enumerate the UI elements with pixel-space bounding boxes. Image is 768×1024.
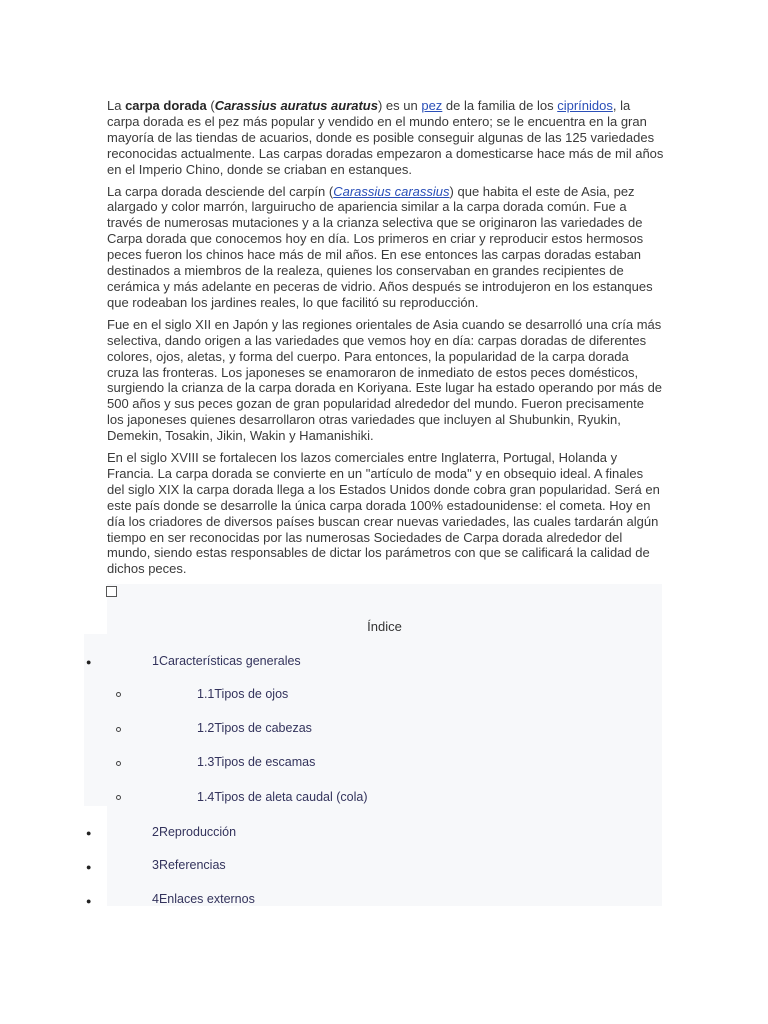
link-ciprinidos[interactable]: ciprínidos — [557, 98, 613, 113]
toc-link[interactable] — [197, 790, 368, 804]
toc-number: 3 — [152, 858, 159, 872]
toc-number: 1.4 — [197, 790, 215, 804]
toc-label: Reproducción — [158, 825, 237, 839]
circle-bullet-icon — [116, 761, 121, 766]
scientific-name — [215, 98, 378, 113]
bullet-icon: ● — [86, 828, 92, 838]
toc-link[interactable] — [197, 721, 312, 735]
paragraph-1 — [107, 98, 664, 178]
bold-term: carpa dorada — [125, 98, 207, 113]
toc-label: Tipos de cabezas — [214, 721, 312, 735]
toc-link[interactable] — [152, 858, 226, 872]
circle-bullet-icon — [116, 692, 121, 697]
bullet-icon: ● — [86, 657, 92, 667]
toc-item-caracteristicas[interactable] — [152, 654, 301, 668]
toc-item-aleta-caudal[interactable] — [197, 790, 368, 804]
toc-title: Índice — [367, 619, 402, 634]
toc-link[interactable] — [197, 755, 315, 769]
toc-item-ojos[interactable] — [197, 687, 288, 701]
circle-bullet-icon — [116, 727, 121, 732]
toc-item-reproduccion[interactable] — [152, 825, 236, 839]
toc-label: Tipos de ojos — [214, 687, 289, 701]
toc-item-escamas[interactable] — [197, 755, 315, 769]
bullet-icon: ● — [86, 896, 92, 906]
circle-bullet-icon — [116, 795, 121, 800]
toc-label: Tipos de escamas — [214, 755, 316, 769]
toc-label: Tipos de aleta caudal (cola) — [214, 790, 368, 804]
scientific-name-text: Carassius auratus auratus — [214, 98, 378, 113]
toc-item-enlaces[interactable] — [152, 892, 255, 906]
toc-number: 2 — [152, 825, 159, 839]
toc-number: 1 — [152, 654, 159, 668]
toc-number: 1.3 — [197, 755, 215, 769]
text: de la familia de los — [442, 98, 558, 113]
toc-item-cabezas[interactable] — [197, 721, 312, 735]
toc-number: 1.1 — [197, 687, 215, 701]
toc-link[interactable] — [152, 892, 255, 906]
toc-link[interactable] — [197, 687, 288, 701]
toc-number: 1.2 — [197, 721, 215, 735]
paragraph-3: Fue en el siglo XII en Japón y las regiones orientales de Asia cuando se desarrolló una cría más selectiva, dando origen a las variedades que vemos hoy en día: carpas doradas de diferentes colores, ojos, aletas, y forma del cuerpo. Para entonces, la popularidad de la carpa dorada cruza las fronteras. Los japoneses se enamoraron de inmediato de estos peces domésticos, surgiendo la crianza de la carpa dorada en Koriyana. Este lugar ha estado operando por más de 500 años y sus peces gozan de gran popularidad alrededor del mundo. Fueron precisamente los japoneses quienes desarrollaron otras variedades que incluyen al Shubunkin, Ryukin, Demekin, Tosakin, Jikin, Wakin y Hamanishiki. — [107, 316, 663, 444]
toc-number: 4 — [152, 892, 159, 906]
bullet-icon: ● — [86, 862, 92, 872]
link-carassius-carassius[interactable]: Carassius carassius — [333, 183, 450, 199]
text: ) que habita el este de Asia, pez alargado y color marrón, larguirucho de apariencia similar a la carpa dorada común. Fue a través de numerosas mutaciones y a la crianza selectiva que se originaron las variedades de Carpa dorada que conocemos hoy en día. Los primeros en criar y reproducir estos hermosos peces fueron los chinos hace más de mil años. En ese entonces las carpas doradas estaban destinados a miembros de la realeza, quienes los conservaban en grandes recipientes de cerámica y más adelante en peceras de vidrio. Años después se introdujeron en los estanques que rodeaban los jardines reales, lo que facilitó su reproducción. — [107, 183, 653, 310]
toc-toggle-checkbox[interactable] — [106, 586, 117, 597]
text: La carpa dorada desciende del carpín ( — [107, 183, 334, 199]
toc-link[interactable] — [152, 654, 301, 668]
paragraph-4: En el siglo XVIII se fortalecen los lazos comerciales entre Inglaterra, Portugal, Holanda y Francia. La carpa dorada se convierte en un "artículo de moda" y en obsequio ideal. A finales del siglo XIX la carpa dorada llega a los Estados Unidos donde cobra gran popularidad. Será en este país donde se desarrolle la única carpa dorada 100% estadounidense: el cometa. Hoy en día los criadores de diversos países buscan crear nuevas variedades, las cuales tardarán algún tiempo en ser reconocidas por las numerosas Sociedades de Carpa dorada alrededor del mundo, siendo estas responsables de dictar los parámetros con que se calificará la calidad de dichos peces. — [107, 450, 660, 577]
toc-label: Enlaces externos — [158, 892, 255, 906]
link-pez[interactable]: pez — [421, 98, 443, 113]
text: , la carpa dorada es el pez más popular y vendido en el mundo entero; se le encuentra en la gran mayoría de las tiendas de acuarios, donde es posible conseguir algunas de las 125 variedades reconocidas actualmente. Las carpas doradas empezaron a domesticarse hace más de mil años en el Imperio Chino, donde se criaban en estanques. — [107, 98, 664, 177]
toc-label: Referencias — [158, 858, 226, 872]
toc-label: Características generales — [158, 654, 301, 668]
text: ) es un — [377, 98, 422, 113]
paragraph-2 — [107, 184, 664, 311]
article-body — [107, 98, 664, 583]
toc-item-referencias[interactable] — [152, 858, 226, 872]
text: ( — [206, 98, 215, 113]
text: La — [107, 98, 126, 113]
toc-link[interactable] — [152, 825, 236, 839]
